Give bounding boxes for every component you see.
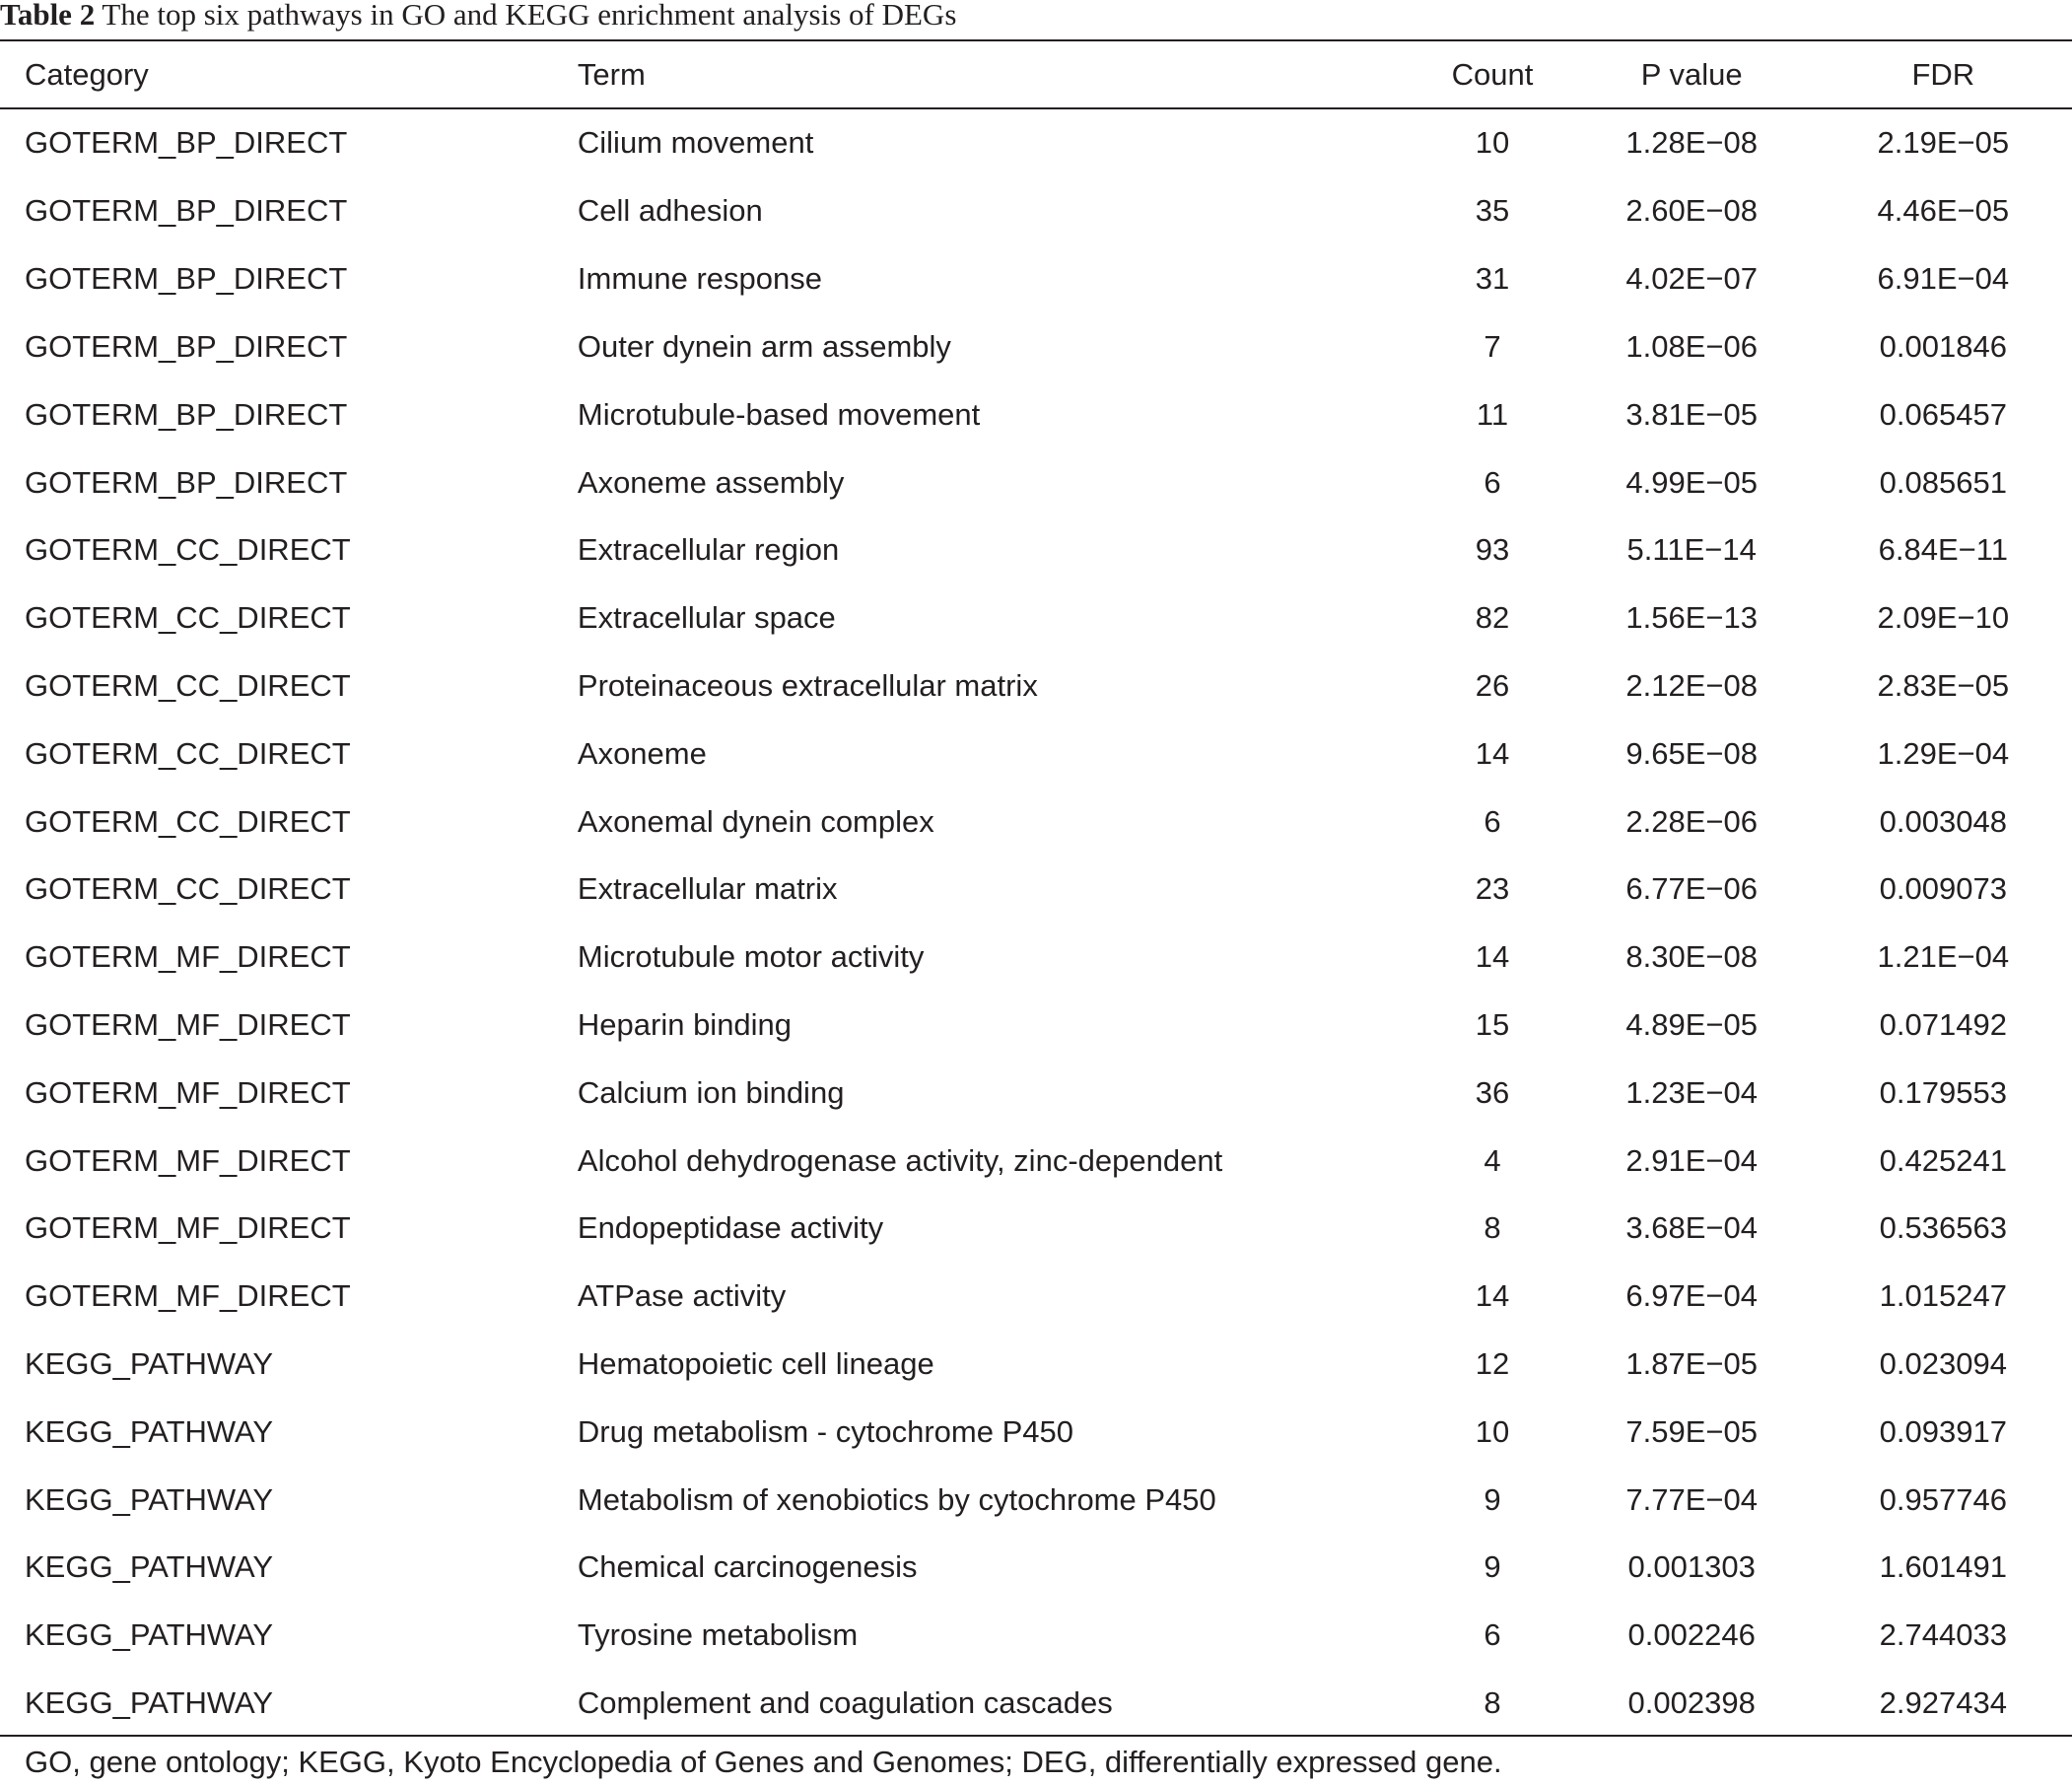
cell-category: GOTERM_MF_DIRECT	[25, 1006, 351, 1042]
cell-count: 6	[1484, 464, 1501, 500]
table-row	[0, 1670, 2072, 1738]
cell-category: GOTERM_MF_DIRECT	[25, 1278, 351, 1314]
cell-p-value: 1.08E−06	[1625, 328, 1758, 364]
cell-term: Extracellular region	[577, 532, 840, 568]
cell-count: 8	[1484, 1684, 1501, 1720]
table-row	[0, 856, 2072, 924]
cell-p-value: 7.77E−04	[1625, 1481, 1758, 1517]
cell-count: 15	[1475, 1006, 1510, 1042]
cell-category: GOTERM_BP_DIRECT	[25, 328, 348, 364]
cell-term: Extracellular matrix	[577, 871, 838, 907]
table-row	[0, 1195, 2072, 1263]
cell-p-value: 6.97E−04	[1625, 1278, 1758, 1314]
cell-count: 93	[1475, 532, 1510, 568]
cell-fdr: 1.21E−04	[1877, 939, 2010, 975]
cell-p-value: 0.001303	[1627, 1549, 1756, 1585]
cell-category: GOTERM_CC_DIRECT	[25, 667, 351, 703]
cell-fdr: 0.536563	[1879, 1210, 2007, 1246]
header-count: Count	[1451, 57, 1534, 92]
cell-category: GOTERM_CC_DIRECT	[25, 871, 351, 907]
cell-count: 23	[1475, 871, 1510, 907]
cell-p-value: 4.89E−05	[1625, 1006, 1758, 1042]
cell-term: Immune response	[577, 261, 823, 297]
cell-p-value: 1.23E−04	[1625, 1074, 1758, 1110]
cell-term: Tyrosine metabolism	[577, 1617, 859, 1653]
cell-term: Calcium ion binding	[577, 1074, 845, 1110]
table-body	[0, 108, 2072, 1737]
cell-count: 35	[1475, 193, 1510, 229]
table-row	[0, 108, 2072, 177]
table-row	[0, 992, 2072, 1060]
cell-category: GOTERM_MF_DIRECT	[25, 1142, 351, 1178]
cell-p-value: 6.77E−06	[1625, 871, 1758, 907]
cell-fdr: 2.09E−10	[1877, 600, 2010, 636]
cell-fdr: 0.009073	[1879, 871, 2007, 907]
table-row	[0, 1263, 2072, 1331]
cell-p-value: 2.60E−08	[1625, 193, 1758, 229]
cell-fdr: 0.957746	[1879, 1481, 2007, 1517]
cell-term: Outer dynein arm assembly	[577, 328, 951, 364]
cell-p-value: 1.87E−05	[1625, 1345, 1758, 1381]
table-row	[0, 448, 2072, 516]
cell-category: GOTERM_MF_DIRECT	[25, 1210, 351, 1246]
cell-term: ATPase activity	[577, 1278, 787, 1314]
cell-term: Heparin binding	[577, 1006, 793, 1042]
table-row	[0, 1059, 2072, 1127]
cell-fdr: 1.601491	[1879, 1549, 2007, 1585]
cell-category: KEGG_PATHWAY	[25, 1481, 274, 1517]
cell-category: KEGG_PATHWAY	[25, 1413, 274, 1449]
cell-fdr: 1.015247	[1879, 1278, 2007, 1314]
cell-fdr: 4.46E−05	[1877, 193, 2010, 229]
cell-term: Metabolism of xenobiotics by cytochrome P450	[577, 1481, 1216, 1517]
table-row	[0, 516, 2072, 584]
cell-category: KEGG_PATHWAY	[25, 1345, 274, 1381]
cell-count: 10	[1475, 125, 1510, 160]
cell-category: GOTERM_CC_DIRECT	[25, 803, 351, 839]
cell-term: Proteinaceous extracellular matrix	[577, 667, 1038, 703]
cell-category: GOTERM_MF_DIRECT	[25, 939, 351, 975]
table-row	[0, 720, 2072, 788]
table-row	[0, 245, 2072, 313]
cell-term: Cilium movement	[577, 125, 814, 160]
table-row	[0, 652, 2072, 720]
cell-fdr: 0.085651	[1879, 464, 2007, 500]
cell-category: GOTERM_CC_DIRECT	[25, 600, 351, 636]
cell-count: 14	[1475, 1278, 1510, 1314]
cell-fdr: 0.003048	[1879, 803, 2007, 839]
cell-term: Axonemal dynein complex	[577, 803, 934, 839]
cell-category: GOTERM_CC_DIRECT	[25, 735, 351, 771]
cell-term: Drug metabolism - cytochrome P450	[577, 1413, 1073, 1449]
cell-p-value: 1.28E−08	[1625, 125, 1758, 160]
cell-category: KEGG_PATHWAY	[25, 1684, 274, 1720]
cell-category: GOTERM_BP_DIRECT	[25, 125, 348, 160]
table-row	[0, 380, 2072, 448]
cell-count: 36	[1475, 1074, 1510, 1110]
cell-term: Extracellular space	[577, 600, 836, 636]
cell-p-value: 0.002398	[1627, 1684, 1756, 1720]
header-category: Category	[25, 57, 149, 92]
cell-fdr: 2.744033	[1879, 1617, 2007, 1653]
table-row	[0, 1127, 2072, 1195]
cell-term: Endopeptidase activity	[577, 1210, 884, 1246]
cell-fdr: 0.093917	[1879, 1413, 2007, 1449]
table-row	[0, 1602, 2072, 1670]
cell-p-value: 4.99E−05	[1625, 464, 1758, 500]
cell-count: 6	[1484, 803, 1501, 839]
table-row	[0, 1331, 2072, 1399]
table-row	[0, 924, 2072, 992]
cell-fdr: 6.91E−04	[1877, 261, 2010, 297]
cell-count: 14	[1475, 939, 1510, 975]
cell-p-value: 3.68E−04	[1625, 1210, 1758, 1246]
cell-p-value: 3.81E−05	[1625, 396, 1758, 432]
cell-term: Microtubule-based movement	[577, 396, 981, 432]
header-term: Term	[577, 57, 646, 92]
table-caption	[0, 0, 956, 35]
cell-category: KEGG_PATHWAY	[25, 1617, 274, 1653]
cell-count: 31	[1475, 261, 1510, 297]
table-header-row	[0, 41, 2072, 108]
cell-term: Axoneme assembly	[577, 464, 845, 500]
cell-count: 8	[1484, 1210, 1501, 1246]
cell-category: GOTERM_MF_DIRECT	[25, 1074, 351, 1110]
cell-fdr: 6.84E−11	[1878, 532, 2008, 568]
table-caption-title: The top six pathways in GO and KEGG enrichment analysis of DEGs	[102, 0, 957, 32]
cell-count: 6	[1484, 1617, 1501, 1653]
table-row	[0, 1398, 2072, 1466]
table-row	[0, 1466, 2072, 1534]
cell-p-value: 2.91E−04	[1625, 1142, 1758, 1178]
cell-count: 4	[1484, 1142, 1501, 1178]
table-row	[0, 313, 2072, 381]
table-row	[0, 177, 2072, 245]
table-caption-label: Table 2	[0, 0, 96, 32]
cell-count: 10	[1475, 1413, 1510, 1449]
cell-fdr: 2.927434	[1879, 1684, 2007, 1720]
cell-fdr: 0.001846	[1879, 328, 2007, 364]
cell-term: Complement and coagulation cascades	[577, 1684, 1113, 1720]
cell-p-value: 0.002246	[1627, 1617, 1756, 1653]
cell-fdr: 2.19E−05	[1877, 125, 2010, 160]
cell-count: 12	[1475, 1345, 1510, 1381]
table-row	[0, 1534, 2072, 1602]
cell-category: GOTERM_BP_DIRECT	[25, 261, 348, 297]
cell-count: 7	[1484, 328, 1501, 364]
cell-count: 26	[1475, 667, 1510, 703]
cell-category: KEGG_PATHWAY	[25, 1549, 274, 1585]
cell-p-value: 5.11E−14	[1626, 532, 1757, 568]
cell-term: Chemical carcinogenesis	[577, 1549, 918, 1585]
cell-count: 11	[1476, 396, 1509, 432]
cell-category: GOTERM_BP_DIRECT	[25, 396, 348, 432]
cell-category: GOTERM_BP_DIRECT	[25, 193, 348, 229]
cell-p-value: 2.28E−06	[1625, 803, 1758, 839]
cell-p-value: 7.59E−05	[1625, 1413, 1758, 1449]
cell-category: GOTERM_BP_DIRECT	[25, 464, 348, 500]
cell-term: Alcohol dehydrogenase activity, zinc-dependent	[577, 1142, 1223, 1178]
table-row	[0, 584, 2072, 652]
cell-p-value: 2.12E−08	[1625, 667, 1758, 703]
cell-fdr: 0.071492	[1879, 1006, 2007, 1042]
enrichment-table	[0, 41, 2072, 1737]
cell-count: 9	[1484, 1481, 1501, 1517]
cell-p-value: 9.65E−08	[1625, 735, 1758, 771]
cell-fdr: 1.29E−04	[1877, 735, 2010, 771]
cell-p-value: 1.56E−13	[1625, 600, 1758, 636]
cell-term: Hematopoietic cell lineage	[577, 1345, 934, 1381]
cell-p-value: 8.30E−08	[1625, 939, 1758, 975]
cell-count: 82	[1475, 600, 1510, 636]
cell-count: 14	[1475, 735, 1510, 771]
header-p-value: P value	[1640, 57, 1743, 92]
header-fdr: FDR	[1911, 57, 1975, 92]
table-row	[0, 788, 2072, 856]
cell-term: Cell adhesion	[577, 193, 763, 229]
cell-fdr: 0.065457	[1879, 396, 2007, 432]
cell-fdr: 0.179553	[1879, 1074, 2007, 1110]
cell-count: 9	[1484, 1549, 1501, 1585]
cell-fdr: 0.023094	[1879, 1345, 2007, 1381]
cell-fdr: 2.83E−05	[1877, 667, 2010, 703]
cell-p-value: 4.02E−07	[1625, 261, 1758, 297]
cell-category: GOTERM_CC_DIRECT	[25, 532, 351, 568]
cell-term: Microtubule motor activity	[577, 939, 925, 975]
cell-term: Axoneme	[577, 735, 707, 771]
cell-fdr: 0.425241	[1879, 1142, 2007, 1178]
table-footnote: GO, gene ontology; KEGG, Kyoto Encyclopedia of Genes and Genomes; DEG, differentially expressed gene.	[25, 1745, 1502, 1779]
